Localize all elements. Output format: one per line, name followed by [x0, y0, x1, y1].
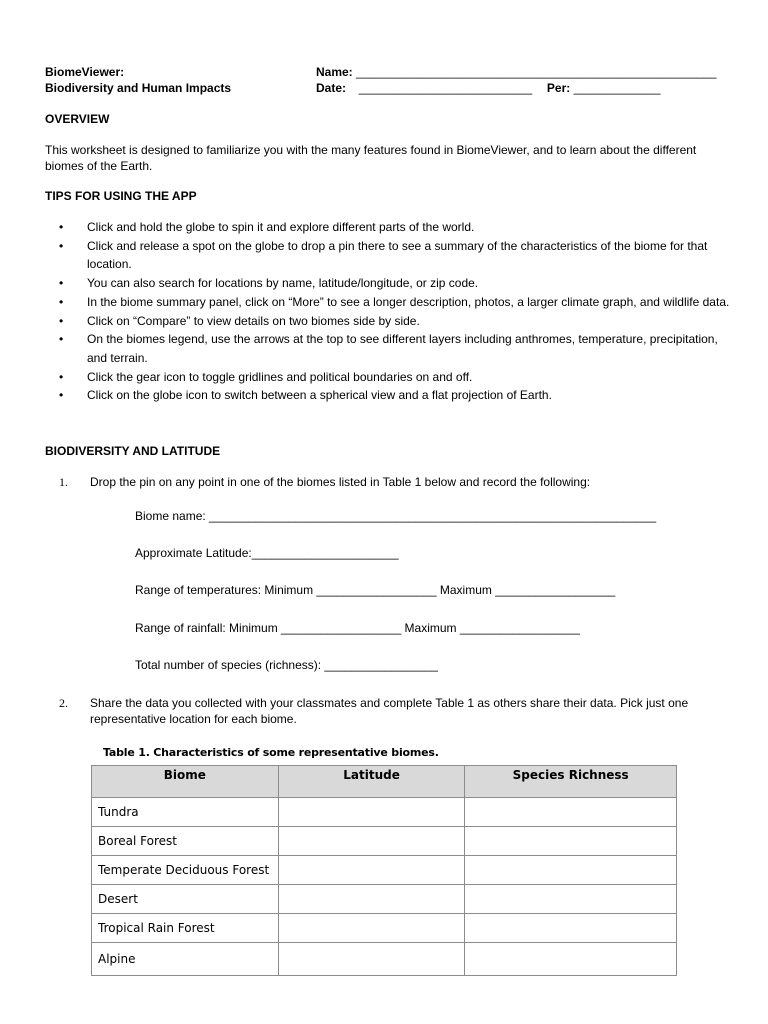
overview-heading: OVERVIEW: [45, 112, 110, 126]
per-blank: _____________: [573, 81, 661, 95]
table-row: [92, 856, 677, 885]
latitude-cell: [278, 827, 465, 856]
latitude-cell: [278, 943, 465, 976]
header-biome: Biome: [92, 766, 279, 798]
biome-cell: Alpine: [92, 943, 279, 976]
table-row: [92, 827, 677, 856]
list-item: • In the biome summary panel, click on “More” to see a longer description, photos, a larger climate graph, and wildlife data.: [59, 294, 730, 309]
biome-cell: Tropical Rain Forest: [92, 914, 279, 943]
latitude-field: Approximate Latitude:______________________: [135, 546, 399, 560]
worksheet-title: BiomeViewer:: [45, 65, 125, 79]
temperature-field: Range of temperatures: Minimum __________________ Maximum __________________: [135, 583, 616, 597]
table-row: [92, 943, 677, 976]
name-blank: ______________________________________________________: [356, 65, 717, 79]
table-header-row: [92, 766, 677, 798]
biome-cell: Desert: [92, 885, 279, 914]
list-item: • Click the gear icon to toggle gridlines and political boundaries on and off.: [59, 369, 473, 384]
list-item: • Click and release a spot on the globe to drop a pin there to see a summary of the characteristics of the biome for that location.: [59, 238, 708, 272]
species-cell: [465, 798, 677, 827]
date-label: Date:: [316, 81, 347, 95]
table-caption: Table 1. Characteristics of some representative biomes.: [103, 746, 439, 759]
question-1-number: 1.: [59, 475, 68, 489]
list-item: • On the biomes legend, use the arrows at the top to see different layers including anthromes, temperature, precipitation, and terrain.: [59, 332, 718, 365]
name-label: Name:: [316, 65, 353, 79]
worksheet-subtitle: Biodiversity and Human Impacts: [45, 81, 232, 95]
species-cell: [465, 856, 677, 885]
latitude-cell: [278, 856, 465, 885]
list-item: • Click and hold the globe to spin it and explore different parts of the world.: [59, 220, 475, 234]
header-latitude: Latitude: [278, 766, 465, 798]
table-row: [92, 885, 677, 914]
table-row: [92, 914, 677, 943]
biome-cell: Boreal Forest: [92, 827, 279, 856]
question-1-text: Drop the pin on any point in one of the biomes listed in Table 1 below and record the following:: [90, 475, 591, 489]
question-2-number: 2.: [59, 696, 68, 710]
species-cell: [465, 914, 677, 943]
latitude-cell: [278, 914, 465, 943]
tips-heading: TIPS FOR USING THE APP: [45, 189, 197, 203]
species-cell: [465, 943, 677, 976]
species-cell: [465, 827, 677, 856]
name-field: [316, 65, 716, 79]
per-label: Per:: [546, 81, 571, 95]
species-cell: [465, 885, 677, 914]
overview-text: This worksheet is designed to familiarize you with the many features found in BiomeViewer, and to learn about the different biomes of the Earth.: [45, 143, 697, 173]
date-field: [316, 81, 660, 95]
header-species-richness: Species Richness: [465, 766, 677, 798]
question-2-text: Share the data you collected with your classmates and complete Table 1 as others share their data. Pick just one representative location for each biome.: [90, 696, 689, 726]
biomes-table: [91, 765, 677, 976]
biome-cell: Temperate Deciduous Forest: [92, 856, 279, 885]
biome-name-field: Biome name: ___________________________________________________________________: [135, 509, 657, 523]
list-item: • Click on the globe icon to switch between a spherical view and a flat projection of Earth.: [59, 388, 552, 403]
date-blank: __________________________: [358, 81, 533, 95]
latitude-cell: [278, 885, 465, 914]
rainfall-field: Range of rainfall: Minimum __________________ Maximum __________________: [135, 621, 580, 635]
section-heading-biodiversity: BIODIVERSITY AND LATITUDE: [45, 444, 221, 458]
tips-list: [45, 218, 735, 405]
latitude-cell: [278, 798, 465, 827]
table-row: [92, 798, 677, 827]
list-item: • Click on “Compare” to view details on two biomes side by side.: [59, 313, 420, 328]
biome-cell: Tundra: [92, 798, 279, 827]
list-item: • You can also search for locations by name, latitude/longitude, or zip code.: [59, 276, 479, 291]
species-field: Total number of species (richness): _________________: [135, 658, 438, 672]
